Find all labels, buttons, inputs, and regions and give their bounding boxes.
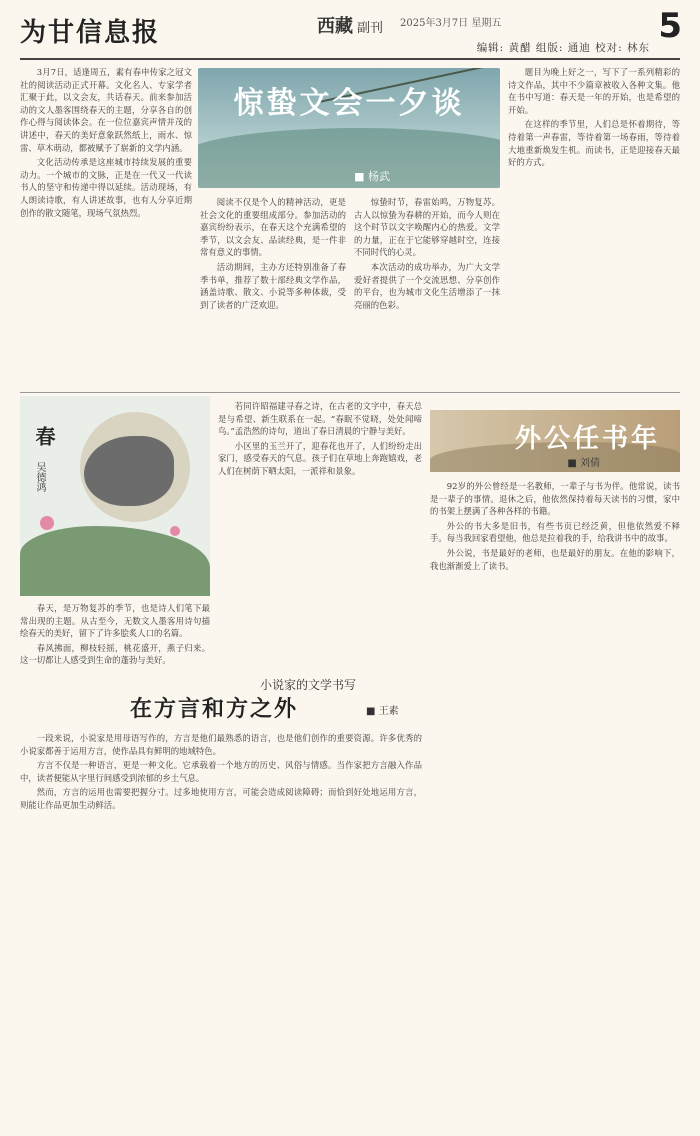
right-top-column bbox=[508, 66, 680, 388]
page-number: 5 bbox=[658, 6, 682, 46]
paragraph: 一段来说，小说家是用母语写作的，方言是他们最熟悉的语言，也是他们创作的重要资源。许多优秀的小说家都善于运用方言，使作品具有鲜明的地域特色。 bbox=[20, 733, 422, 756]
paragraph: 本次活动的成功举办，为广大文学爱好者提供了一个交流思想、分享创作的平台，也为城市文化生活增添了一抹亮丽的色彩。 bbox=[354, 261, 500, 310]
flower-shape bbox=[40, 516, 54, 530]
paragraph: 若同许昭福建寻春之诗，在古老的文字中，春天总是与希望、新生联系在一起。“春眠不觉晓，处处闻啼鸟。”孟浩然的诗句，道出了春日清晨的宁静与美好。 bbox=[218, 401, 422, 437]
paragraph: 然而，方言的运用也需要把握分寸。过多地使用方言，可能会造成阅读障碍；而恰到好处地运用方言，则能让作品更加生动鲜活。 bbox=[20, 787, 422, 810]
article1-title: 惊蛰文会一夕谈 bbox=[233, 86, 465, 121]
center-mid-article bbox=[218, 400, 422, 668]
paragraph: 活动期间，主办方还特别准备了春季书单，推荐了数十部经典文学作品，涵盖诗歌、散文、小说等多种体裁，受到了读者的广泛欢迎。 bbox=[200, 261, 346, 310]
article1-banner bbox=[198, 68, 500, 188]
article1-column-1 bbox=[20, 66, 192, 388]
paragraph: 3月7日，适逢周五，素有春申传家之冠文社的阅读活动正式开幕。文化名人、专家学者汇聚于此，以文会友，共话春天。前来参加活动的文人墨客围绕春天的主题，分享各自的创作心得与阅读体会。在一位位嘉宾声情并茂的讲述中，春天的美好意象跃然纸上，雨水、惊雷、草木萌动，都被赋予了崭新的文学内涵。 bbox=[20, 67, 192, 153]
masthead-rule bbox=[20, 58, 680, 60]
paragraph: 文化活动传承是这座城市持续发展的重要动力。一个城市的文脉，正是在一代又一代读书人的坚守和传递中得以延续。活动现场，有人朗读诗歌，有人讲述故事，也有人分享近期创作的散文随笔，现场气氛热烈。 bbox=[20, 157, 192, 218]
article2-author-name: 刘倩 bbox=[580, 458, 600, 469]
paper-name: 西藏 bbox=[316, 16, 353, 37]
article2-author: ■ 刘倩 bbox=[567, 458, 600, 469]
editor-credits: 编辑: 黄醋 组版: 通迪 校对: 林东 bbox=[476, 42, 650, 54]
article1-author: ■ 杨武 bbox=[354, 170, 390, 183]
article1-author-name: 杨武 bbox=[368, 170, 390, 183]
paper-title bbox=[0, 12, 700, 38]
spring-text bbox=[20, 602, 210, 672]
article3-author: ■ 王素 bbox=[366, 706, 399, 717]
paragraph: 阅读不仅是个人的精神活动，更是社会文化的重要组成部分。参加活动的嘉宾纷纷表示，在春天这个充满希望的季节，以文会友、品读经典，是一件非常有意义的事情。 bbox=[200, 197, 346, 258]
paragraph: 春天，是万物复苏的季节，也是诗人们笔下最常出现的主题。从古至今，无数文人墨客用诗句描绘春天的美好，留下了许多脍炙人口的名篇。 bbox=[20, 603, 210, 639]
paragraph: 惊蛰时节，春雷始鸣，万物复苏。古人以惊蛰为春耕的开始，而今人则在这个时节以文字唤醒内心的热爱。文学的力量，正在于它能够穿越时空，连接不同时代的心灵。 bbox=[354, 197, 500, 258]
article1-column-2 bbox=[200, 196, 346, 388]
paragraph: 小区里的玉兰开了，迎春花也开了，人们纷纷走出家门，感受春天的气息。孩子们在草地上奔跑嬉戏，老人们在树荫下晒太阳，一派祥和景象。 bbox=[218, 440, 422, 476]
paragraph: 92岁的外公曾经是一名教师，一辈子与书为伴。他常说，读书是一辈子的事情。退休之后，他依然保持着每天读书的习惯，家中的书架上摆满了各种各样的书籍。 bbox=[430, 481, 680, 517]
bird-shape bbox=[84, 436, 174, 506]
article2-body bbox=[430, 480, 680, 1120]
paragraph: 题目为晚上好之一，写下了一系列精彩的诗文作品，其中不少篇章被收入各种文集。他在书中写道：春天是一年的开始，也是希望的开始。 bbox=[508, 67, 680, 115]
article2-banner bbox=[430, 410, 680, 472]
article3-kicker: 小说家的文学书写 bbox=[259, 678, 356, 692]
article3-body bbox=[20, 732, 422, 1120]
spring-title: 春 bbox=[32, 426, 56, 446]
paragraph: 方言不仅是一种语言，更是一种文化。它承载着一个地方的历史、风俗与情感。当作家把方言融入作品中，读者便能从字里行间感受到浓郁的乡土气息。 bbox=[20, 760, 422, 783]
section-name: 副刊 bbox=[356, 21, 383, 36]
article3-author-name: 王素 bbox=[378, 706, 399, 717]
paragraph: 春风拂面，柳枝轻摇，桃花盛开，燕子归来。这一切都让人感受到生命的蓬勃与美好。 bbox=[20, 642, 210, 666]
article3-title: 在方言和方之外 bbox=[129, 696, 298, 722]
issue-date: 2025年3月7日 星期五 bbox=[400, 18, 502, 29]
paragraph: 外公说，书是最好的老师，也是最好的朋友。在他的影响下，我也渐渐爱上了读书。 bbox=[430, 547, 680, 571]
banner-hill-decoration bbox=[198, 128, 500, 188]
leaves-shape bbox=[20, 526, 210, 596]
flower-shape bbox=[170, 526, 180, 536]
paragraph: 在这样的季节里，人们总是怀着期待，等待着第一声春雷，等待着第一场春雨，等待着大地重新焕发生机。而读书，正是迎接春天最好的方式。 bbox=[508, 119, 680, 168]
article2-title: 外公任书年 bbox=[514, 424, 660, 454]
article1-column-3 bbox=[354, 196, 500, 388]
brand-logo: 为甘信息报 bbox=[20, 18, 161, 48]
section-divider bbox=[20, 392, 680, 393]
spring-author: 吴德鸿 bbox=[34, 462, 45, 492]
paragraph: 外公的书大多是旧书，有些书页已经泛黄，但他依然爱不释手。每当我回家看望他，他总是拉着我的手，给我讲书中的故事。 bbox=[430, 520, 680, 544]
masthead bbox=[0, 0, 700, 62]
